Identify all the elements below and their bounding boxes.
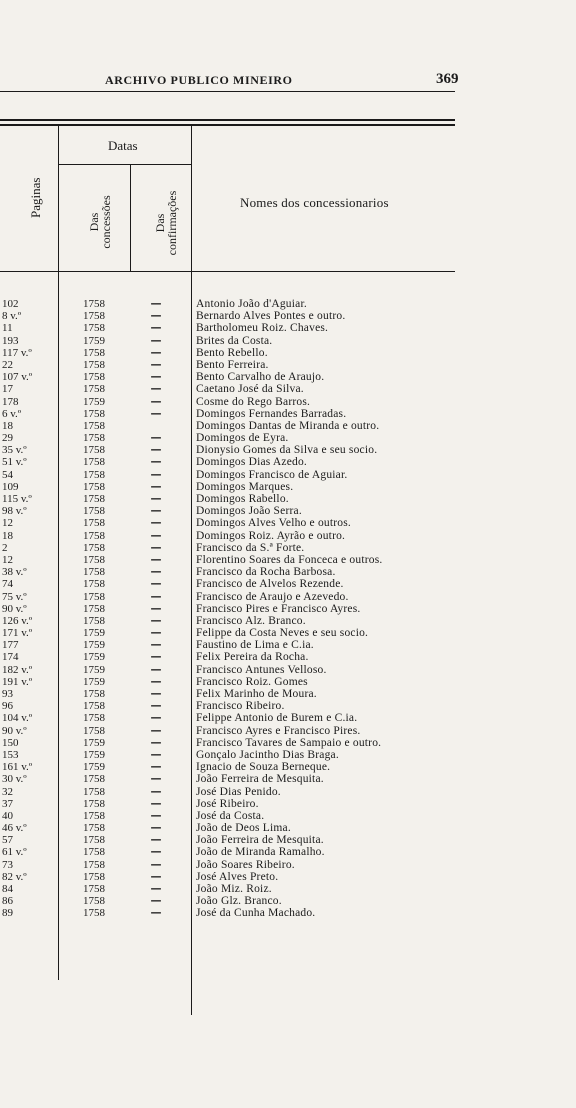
cell-nome: Domingos Rabello. (196, 493, 289, 505)
cell-pagina: 153 (2, 748, 19, 761)
cell-pagina: 12 (2, 517, 13, 530)
cell-data-concessao: 1758 (83, 480, 105, 493)
table-row (0, 859, 470, 871)
cell-data-concessao: 1758 (83, 602, 105, 615)
cell-pagina: 171 v.º (2, 627, 33, 640)
cell-confirmacao: — (150, 626, 162, 640)
cell-nome: João Soares Ribeiro. (196, 858, 295, 871)
cell-pagina: 11 (2, 322, 13, 335)
cell-confirmacao: — (150, 869, 162, 883)
cell-nome: Francisco da S.ª Forte. (196, 541, 305, 554)
cell-pagina: 174 (2, 651, 19, 664)
cell-data-concessao: 1758 (83, 700, 105, 713)
cell-pagina: 38 v.º (2, 566, 27, 579)
table-row (0, 907, 470, 919)
cell-data-concessao: 1758 (83, 688, 105, 700)
table-row (0, 725, 470, 737)
cell-nome: João Ferreira de Mesquita. (196, 834, 324, 847)
cell-confirmacao: — (150, 492, 162, 505)
cell-confirmacao: — (150, 772, 162, 786)
cell-nome: Bartholomeu Roiz. Chaves. (196, 322, 329, 335)
table-row (0, 664, 470, 676)
table-row (0, 444, 470, 456)
cell-nome: Domingos Francisco de Aguiar. (196, 468, 348, 481)
cell-confirmacao: — (150, 479, 162, 493)
cell-pagina: 84 (2, 883, 13, 895)
table-row (0, 871, 470, 883)
cell-nome: Francisco Antunes Velloso. (196, 663, 327, 676)
cell-data-concessao: 1758 (83, 809, 105, 822)
cell-nome: Domingos de Eyra. (196, 432, 289, 445)
cell-data-concessao: 1758 (83, 456, 105, 469)
cell-pagina: 22 (2, 358, 13, 371)
cell-data-concessao: 1758 (83, 468, 105, 481)
table-row (0, 627, 470, 639)
cell-data-concessao: 1758 (83, 346, 105, 359)
header-divider (0, 91, 455, 92)
table-row (0, 542, 470, 554)
cell-confirmacao: — (150, 589, 162, 603)
cell-data-concessao: 1758 (83, 529, 105, 542)
cell-pagina: 54 (2, 468, 13, 481)
cell-nome: Domingos Alves Velho e outros. (196, 517, 351, 530)
table-top-rule (0, 119, 455, 121)
table-row (0, 530, 470, 542)
cell-nome: José Alves Preto. (196, 870, 279, 883)
cell-pagina: 117 v.º (2, 346, 32, 359)
cell-data-concessao: 1758 (83, 407, 105, 420)
table-row (0, 651, 470, 663)
cell-confirmacao: — (150, 297, 162, 310)
table-row (0, 883, 470, 895)
cell-nome: Ignacio de Souza Berneque. (196, 761, 331, 774)
cell-confirmacao: — (150, 894, 162, 908)
cell-data-concessao: 1758 (83, 493, 105, 505)
cell-pagina: 90 v.º (2, 724, 27, 737)
cell-pagina: 82 v.º (2, 870, 27, 883)
cell-nome: Gonçalo Jacintho Dias Braga. (196, 748, 339, 761)
cell-pagina: 8 v.º (2, 310, 22, 323)
cell-nome: Antonio João d'Aguiar. (196, 298, 307, 310)
cell-pagina: 61 v.º (2, 846, 27, 859)
cell-pagina: 90 v.º (2, 602, 27, 615)
cell-pagina: 177 (2, 639, 19, 652)
table-row (0, 798, 470, 810)
cell-data-concessao: 1758 (83, 371, 105, 384)
cell-confirmacao: — (150, 540, 162, 554)
table-row (0, 639, 470, 651)
cell-confirmacao: — (150, 406, 162, 420)
cell-pagina: 73 (2, 858, 13, 871)
cell-pagina: 74 (2, 578, 13, 591)
cell-data-concessao: 1758 (83, 822, 105, 835)
cell-pagina: 6 v.º (2, 407, 22, 420)
cell-confirmacao: — (150, 321, 162, 335)
table-head-bottom-rule (0, 271, 455, 272)
cell-nome: José Dias Penido. (196, 785, 281, 798)
col-header-confirmacoes: Das confirmações (153, 190, 179, 256)
cell-data-concessao: 1758 (83, 432, 105, 445)
cell-pagina: 18 (2, 419, 13, 432)
table-row (0, 493, 470, 505)
cell-confirmacao: — (150, 699, 162, 713)
cell-data-concessao: 1759 (83, 651, 105, 664)
cell-confirmacao: — (150, 760, 162, 774)
cell-data-concessao: 1759 (83, 663, 105, 676)
cell-confirmacao: — (150, 638, 162, 652)
cell-nome: Francisco de Alvelos Rezende. (196, 578, 344, 591)
cell-pagina: 107 v.º (2, 371, 33, 384)
cell-nome: Felix Pereira da Rocha. (196, 651, 309, 664)
cell-pagina: 17 (2, 383, 13, 396)
cell-data-concessao: 1758 (83, 870, 105, 883)
cell-data-concessao: 1759 (83, 761, 105, 774)
cell-pagina: 75 v.º (2, 590, 27, 603)
cell-data-concessao: 1758 (83, 797, 105, 810)
cell-data-concessao: 1758 (83, 614, 105, 627)
cell-confirmacao: — (150, 552, 162, 566)
cell-data-concessao: 1758 (83, 895, 105, 908)
cell-nome: Caetano José da Silva. (196, 383, 304, 396)
cell-data-concessao: 1758 (83, 322, 105, 335)
col-header-paginas: Paginas (28, 177, 43, 218)
cell-nome: Bento Carvalho de Araujo. (196, 371, 325, 384)
cell-nome: Francisco Alz. Branco. (196, 614, 306, 627)
cell-pagina: 161 v.º (2, 761, 33, 774)
cell-data-concessao: 1758 (83, 578, 105, 591)
cell-confirmacao: — (150, 394, 162, 408)
cell-confirmacao: — (150, 845, 162, 859)
table-row (0, 603, 470, 615)
cell-nome: Domingos Dantas de Miranda e outro. (196, 419, 380, 432)
cell-confirmacao: — (150, 455, 162, 469)
cell-confirmacao: — (150, 650, 162, 664)
cell-nome: Bento Rebello. (196, 346, 268, 359)
cell-data-concessao: 1758 (83, 712, 105, 725)
cell-confirmacao: — (150, 882, 162, 895)
cell-data-concessao: 1758 (83, 590, 105, 603)
table-row (0, 408, 470, 420)
cell-confirmacao: — (150, 857, 162, 871)
table-row (0, 895, 470, 907)
table-row (0, 676, 470, 688)
table-row (0, 517, 470, 529)
cell-nome: Florentino Soares da Fonceca e outros. (196, 553, 383, 566)
cell-confirmacao: — (150, 565, 162, 579)
table-row (0, 396, 470, 408)
cell-confirmacao: — (150, 687, 162, 700)
cell-confirmacao: — (150, 906, 162, 920)
table-row (0, 591, 470, 603)
table-row (0, 566, 470, 578)
table-row (0, 347, 470, 359)
cell-pagina: 40 (2, 809, 13, 822)
table-row (0, 371, 470, 383)
cell-confirmacao: — (150, 528, 162, 542)
cell-confirmacao: — (150, 796, 162, 810)
cell-nome: Faustino de Lima e C.ia. (196, 639, 314, 652)
cell-data-concessao: 1758 (83, 883, 105, 895)
cell-pagina: 191 v.º (2, 675, 33, 688)
cell-pagina: 96 (2, 700, 13, 713)
table-body (0, 298, 470, 920)
table-row (0, 822, 470, 834)
cell-nome: Francisco Tavares de Sampaio e outro. (196, 736, 382, 749)
cell-nome: Francisco Ayres e Francisco Pires. (196, 724, 361, 737)
table-row (0, 773, 470, 785)
cell-nome: Domingos Fernandes Barradas. (196, 407, 347, 420)
table-row (0, 846, 470, 858)
cell-data-concessao: 1758 (83, 298, 105, 310)
table-row (0, 834, 470, 846)
cell-pagina: 98 v.º (2, 505, 27, 518)
table-row (0, 383, 470, 395)
cell-data-concessao: 1758 (83, 553, 105, 566)
cell-pagina: 12 (2, 553, 13, 566)
cell-pagina: 2 (2, 541, 8, 554)
cell-confirmacao: — (150, 723, 162, 737)
cell-confirmacao: — (150, 735, 162, 749)
table-row (0, 505, 470, 517)
header-title: ARCHIVO PUBLICO MINEIRO (105, 73, 293, 87)
cell-pagina: 35 v.º (2, 444, 27, 457)
cell-confirmacao: — (150, 833, 162, 847)
cell-nome: Domingos João Serra. (196, 505, 302, 518)
cell-pagina: 104 v.º (2, 712, 33, 725)
cell-confirmacao: — (150, 674, 162, 688)
cell-nome: Francisco Roiz. Gomes (196, 675, 308, 688)
cell-confirmacao: — (150, 613, 162, 627)
cell-confirmacao: — (150, 431, 162, 445)
cell-confirmacao: — (150, 784, 162, 798)
cell-data-concessao: 1758 (83, 785, 105, 798)
cell-data-concessao: 1758 (83, 419, 105, 432)
cell-nome: Dionysio Gomes da Silva e seu socio. (196, 444, 378, 457)
cell-confirmacao: — (150, 370, 162, 384)
cell-nome: João de Deos Lima. (196, 822, 291, 835)
cell-pagina: 115 v.º (2, 493, 32, 505)
cell-confirmacao: — (150, 345, 162, 359)
cell-data-concessao: 1759 (83, 639, 105, 652)
cell-nome: Bento Ferreira. (196, 358, 269, 371)
col-header-concessoes: Das concessões (87, 195, 113, 249)
table-row (0, 688, 470, 700)
cell-data-concessao: 1758 (83, 724, 105, 737)
cell-confirmacao: — (150, 382, 162, 396)
cell-data-concessao: 1758 (83, 541, 105, 554)
cell-data-concessao: 1758 (83, 846, 105, 859)
cell-nome: Felippe Antonio de Burem e C.ia. (196, 712, 358, 725)
cell-confirmacao: — (150, 309, 162, 323)
cell-pagina: 32 (2, 785, 13, 798)
cell-data-concessao: 1759 (83, 395, 105, 408)
cell-confirmacao: — (150, 357, 162, 371)
cell-pagina: 51 v.º (2, 456, 27, 469)
table-row (0, 712, 470, 724)
col-header-nomes: Nomes dos concessionarios (240, 195, 389, 210)
cell-pagina: 18 (2, 529, 13, 542)
cell-data-concessao: 1758 (83, 834, 105, 847)
cell-confirmacao: — (150, 504, 162, 518)
cell-nome: Felix Marinho de Moura. (196, 688, 317, 700)
cell-pagina: 29 (2, 432, 13, 445)
cell-pagina: 109 (2, 480, 19, 493)
table-row (0, 761, 470, 773)
table-row (0, 700, 470, 712)
table-row (0, 810, 470, 822)
cell-confirmacao: — (150, 808, 162, 822)
cell-confirmacao: — (150, 662, 162, 676)
cell-confirmacao: — (150, 333, 162, 347)
cell-nome: Francisco Pires e Francisco Ayres. (196, 602, 361, 615)
table-row (0, 615, 470, 627)
cell-pagina: 178 (2, 395, 19, 408)
table-row (0, 737, 470, 749)
cell-nome: Domingos Roiz. Ayrão e outro. (196, 529, 346, 542)
cell-nome: João Miz. Roiz. (196, 883, 272, 895)
cell-confirmacao: — (150, 747, 162, 761)
cell-nome: Cosme do Rego Barros. (196, 395, 311, 408)
table-row (0, 359, 470, 371)
column-divider-datas (130, 165, 131, 272)
cell-nome: Felippe da Costa Neves e seu socio. (196, 627, 369, 640)
cell-nome: José da Cunha Machado. (196, 907, 316, 920)
cell-data-concessao: 1758 (83, 858, 105, 871)
page-number: 369 (436, 71, 459, 87)
cell-confirmacao: — (150, 443, 162, 457)
cell-confirmacao: — (150, 577, 162, 591)
cell-nome: João Glz. Branco. (196, 895, 282, 908)
cell-data-concessao: 1759 (83, 627, 105, 640)
cell-pagina: 93 (2, 688, 13, 700)
table-row (0, 420, 470, 432)
cell-data-concessao: 1758 (83, 907, 105, 920)
table-row (0, 322, 470, 334)
table-row (0, 481, 470, 493)
cell-pagina: 37 (2, 797, 13, 810)
cell-pagina: 193 (2, 334, 19, 347)
table-row (0, 786, 470, 798)
cell-data-concessao: 1758 (83, 505, 105, 518)
cell-nome: Francisco de Araujo e Azevedo. (196, 590, 349, 603)
table-row (0, 298, 470, 310)
cell-pagina: 46 v.º (2, 822, 27, 835)
cell-pagina: 89 (2, 907, 13, 920)
cell-nome: Domingos Marques. (196, 480, 294, 493)
cell-pagina: 150 (2, 736, 19, 749)
col-header-datas: Datas (108, 138, 138, 153)
cell-nome: Brites da Costa. (196, 334, 273, 347)
cell-nome: João de Miranda Ramalho. (196, 846, 325, 859)
cell-data-concessao: 1758 (83, 566, 105, 579)
cell-nome: Francisco da Rocha Barbosa. (196, 566, 336, 579)
cell-pagina: 126 v.º (2, 614, 33, 627)
cell-confirmacao: — (150, 711, 162, 725)
datas-group-rule (58, 164, 191, 165)
table-row (0, 456, 470, 468)
table-row (0, 578, 470, 590)
cell-pagina: 30 v.º (2, 773, 27, 786)
cell-pagina: 86 (2, 895, 13, 908)
table-row (0, 469, 470, 481)
table-row (0, 554, 470, 566)
cell-nome: Francisco Ribeiro. (196, 700, 285, 713)
table-top-rule-inner (0, 124, 455, 126)
cell-nome: João Ferreira de Mesquita. (196, 773, 324, 786)
cell-data-concessao: 1759 (83, 675, 105, 688)
cell-confirmacao: — (150, 821, 162, 835)
cell-nome: José da Costa. (196, 809, 265, 822)
cell-nome: Domingos Dias Azedo. (196, 456, 308, 469)
table-row (0, 432, 470, 444)
cell-data-concessao: 1758 (83, 383, 105, 396)
cell-data-concessao: 1759 (83, 736, 105, 749)
cell-pagina: 57 (2, 834, 13, 847)
cell-data-concessao: 1758 (83, 444, 105, 457)
cell-data-concessao: 1759 (83, 334, 105, 347)
cell-pagina: 102 (2, 298, 19, 310)
cell-confirmacao: — (150, 601, 162, 615)
cell-nome: José Ribeiro. (196, 797, 259, 810)
cell-data-concessao: 1758 (83, 517, 105, 530)
cell-confirmacao: — (150, 467, 162, 481)
table-row (0, 335, 470, 347)
cell-data-concessao: 1758 (83, 773, 105, 786)
table-row (0, 749, 470, 761)
cell-data-concessao: 1758 (83, 358, 105, 371)
cell-nome: Bernardo Alves Pontes e outro. (196, 310, 346, 323)
cell-data-concessao: 1758 (83, 310, 105, 323)
cell-data-concessao: 1759 (83, 748, 105, 761)
cell-pagina: 182 v.º (2, 663, 33, 676)
table-row (0, 310, 470, 322)
cell-confirmacao: — (150, 516, 162, 530)
